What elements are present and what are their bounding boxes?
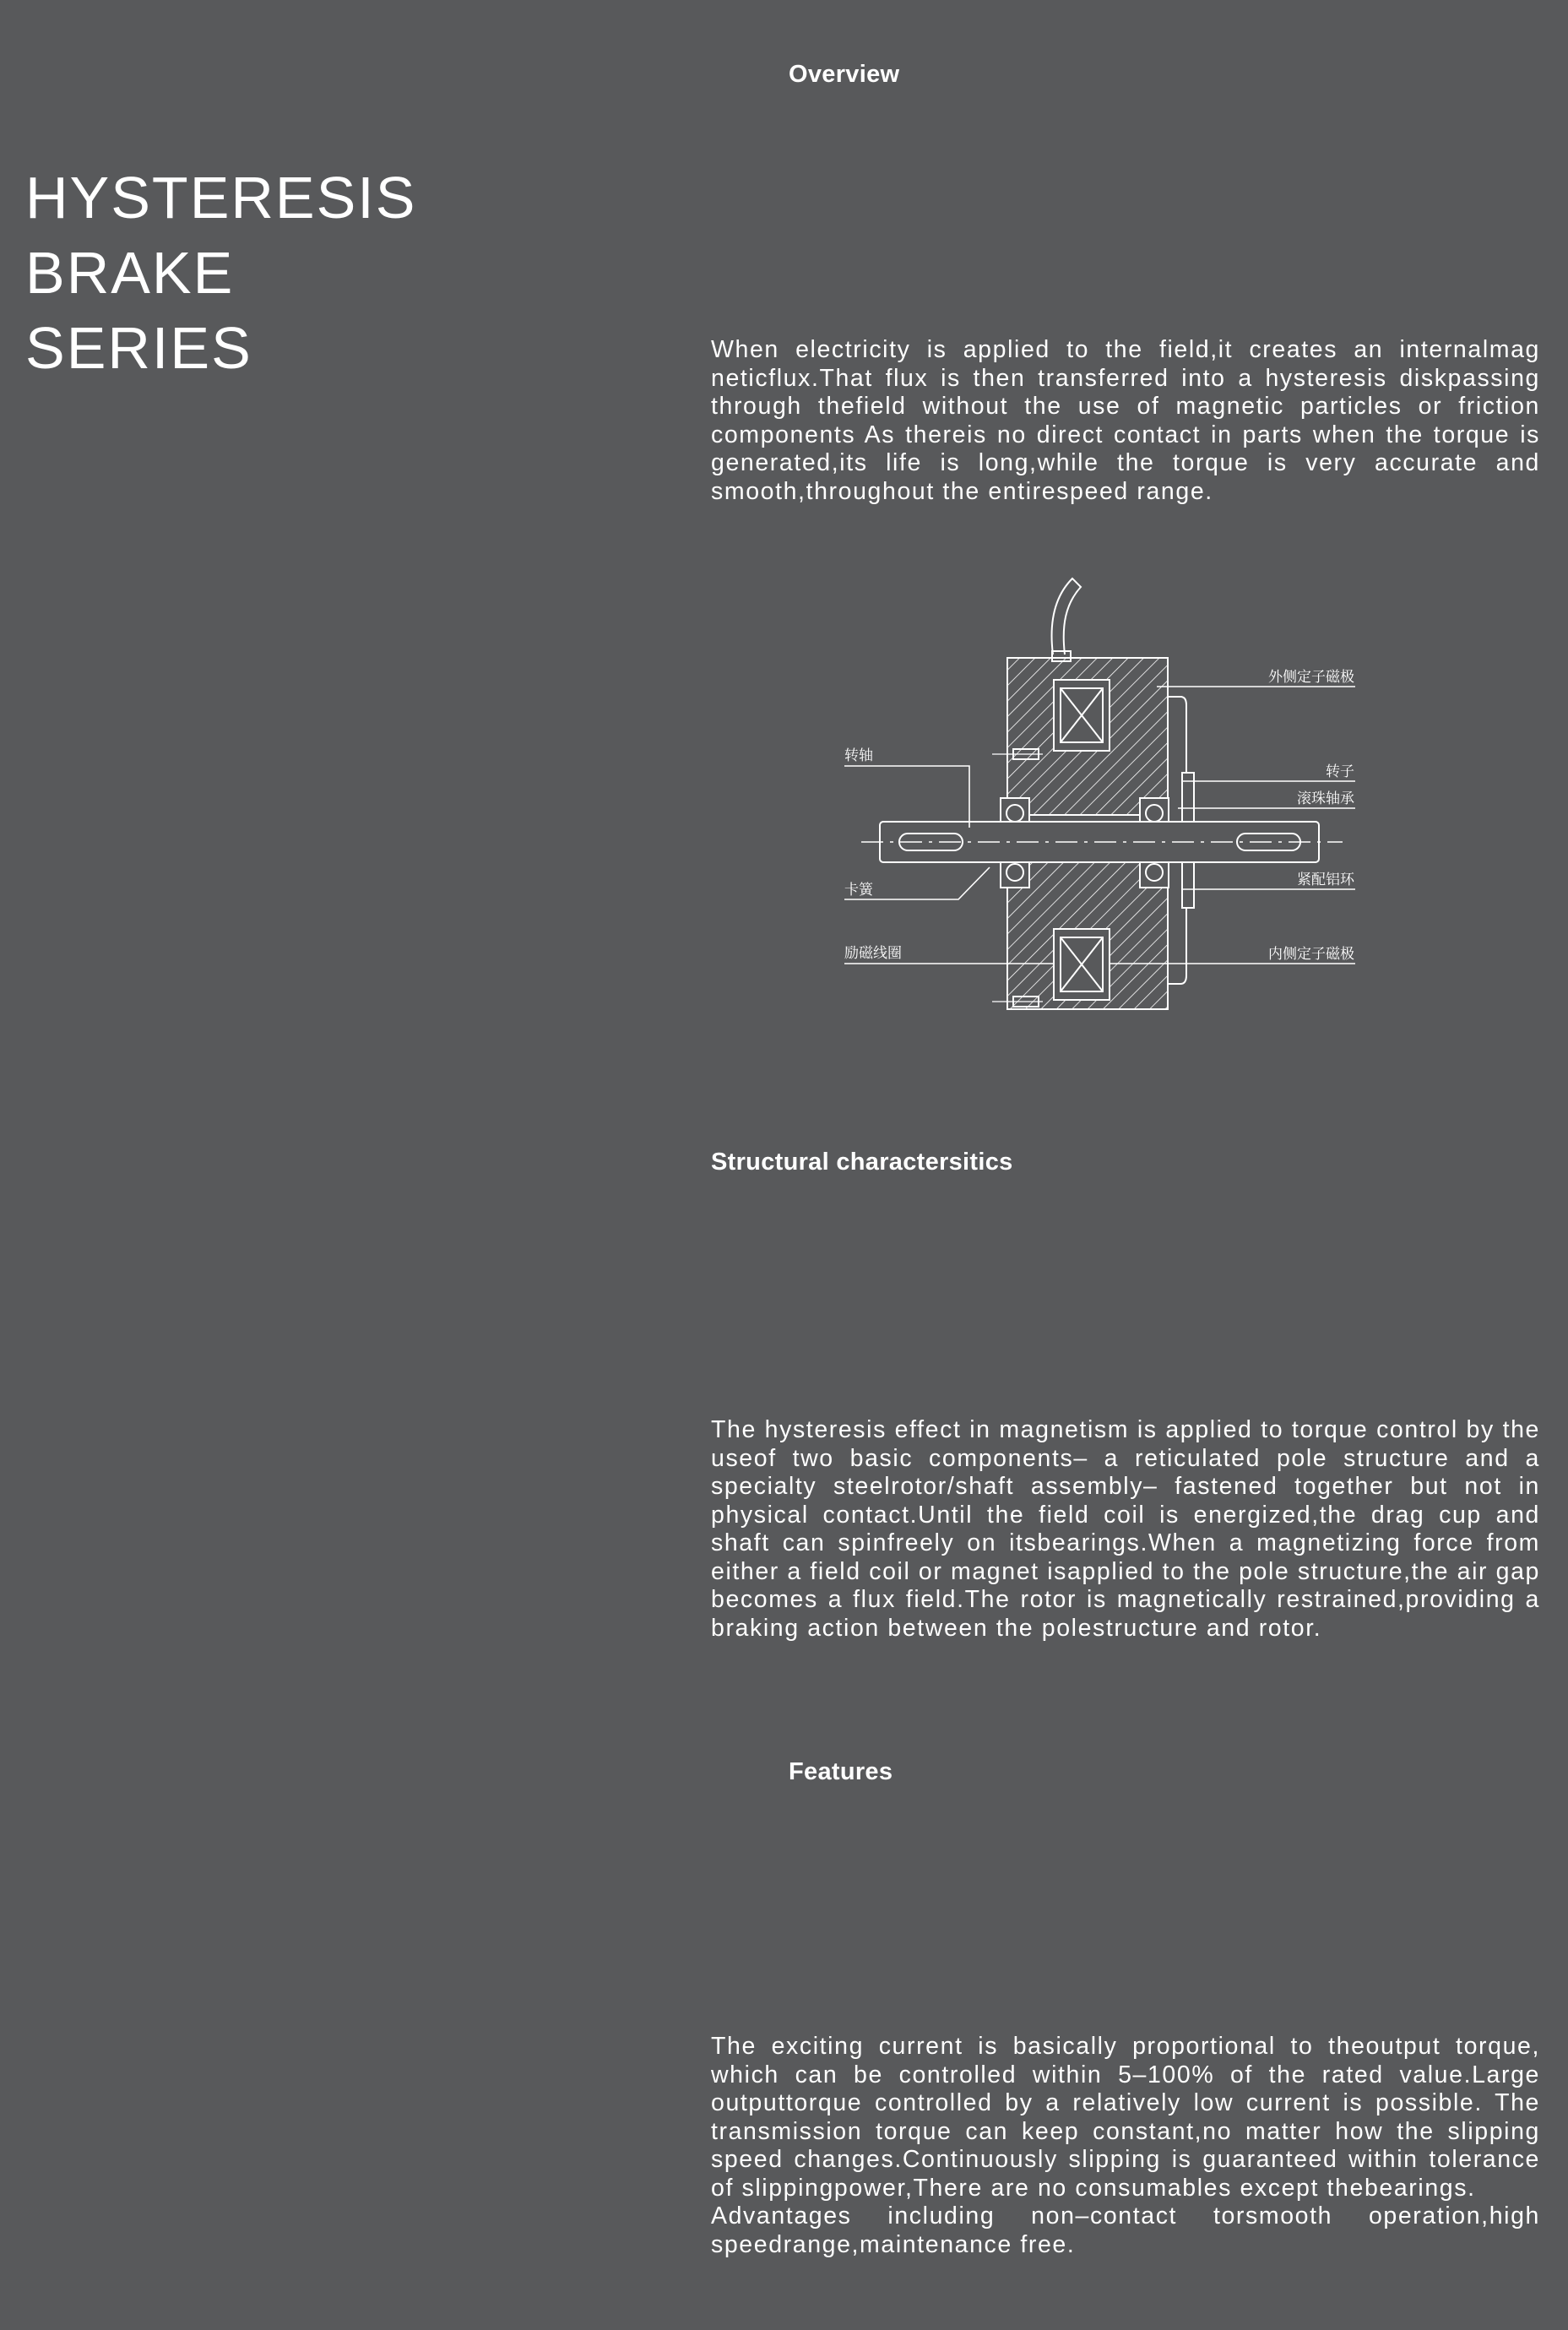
brake-cross-section-diagram [827, 570, 1368, 1039]
label-inner-stator-pole: 内侧定子磁极 [1268, 946, 1354, 963]
title-line-3: SERIES [25, 315, 252, 381]
features-text-1: The exciting current is basically proportional to theoutput torque, which can be controlled within 5–100% of the rated value.Large outputtorque controlled by a relatively low current is possible. The transmission torque can keep constant,no matter how the slipping speed changes.Continuously slipping is guaranteed within tolerance of slippingpower,There are no consumables except thebearings. [711, 2033, 1540, 2202]
features-text-2: Advantages including non–contact torsmooth operation,high speedrange,maintenance free. [711, 2202, 1540, 2258]
label-excitation-coil: 励磁线圈 [844, 945, 902, 962]
label-rotor: 转子 [1326, 763, 1354, 780]
overview-text: When electricity is applied to the field,it creates an internalmag neticflux.That flux is then transferred into a hysteresis diskpassing through thefield without the use of magnetic particles or friction components As thereis no direct contact in parts when the torque is generated,its life is long,while the torque is very accurate and smooth,throughout the entirespeed range. [711, 336, 1540, 505]
overview-paragraph [711, 336, 1540, 506]
features-heading: Features [789, 1758, 893, 1785]
label-ball-bearing: 滚珠轴承 [1297, 790, 1354, 807]
label-rotating-shaft: 转轴 [844, 747, 873, 764]
label-fitted-aluminum-ring: 紧配铝环 [1297, 872, 1354, 888]
title-line-1: HYSTERESIS [25, 165, 417, 231]
label-outer-stator-pole: 外侧定子磁极 [1268, 669, 1354, 686]
overview-heading: Overview [789, 61, 900, 88]
label-circlip: 卡簧 [844, 882, 873, 899]
diagram-drawing [844, 578, 1355, 1009]
structural-heading: Structural charactersitics [711, 1149, 1013, 1176]
features-paragraph [711, 2033, 1540, 2259]
title-line-2: BRAKE [25, 240, 235, 306]
page-title [25, 160, 416, 386]
structural-text: The hysteresis effect in magnetism is applied to torque control by the useof two basic components– a reticulated pole structure and a specialty steelrotor/shaft assembly– fastened together but not in physical contact.Until the field coil is energized,the drag cup and shaft can spinfreely on itsbearings.When a magnetizing force from either a field coil or magnet isapplied to the pole structure,the air gap becomes a flux field.The rotor is magnetically restrained,providing a braking action between the polestructure and rotor. [711, 1416, 1540, 1642]
structural-paragraph [711, 1416, 1540, 1643]
